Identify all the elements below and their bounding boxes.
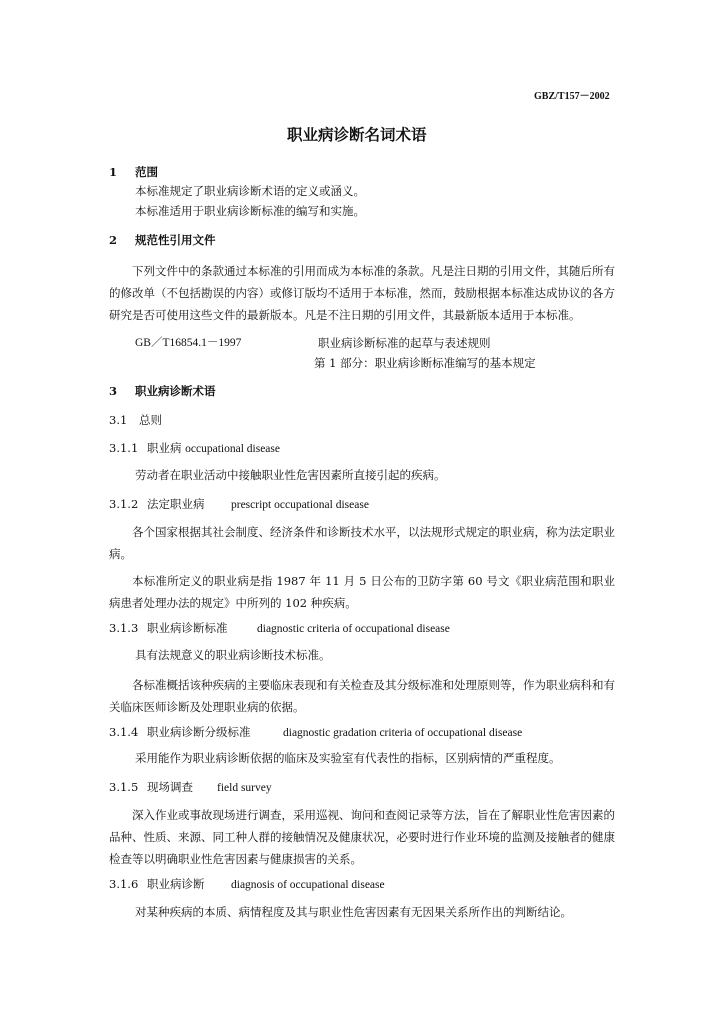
- reference-code: GB／T16854.1－1997: [135, 337, 242, 349]
- term-3-1-2-heading: [109, 499, 369, 512]
- page-title: 职业病诊断名词术语: [287, 125, 427, 144]
- term-english: diagnosis of occupational disease: [231, 879, 385, 891]
- term-chinese: 职业病诊断: [147, 877, 205, 891]
- term-3-1-1-definition: 劳动者在职业活动中接触职业性危害因素所直接引起的疾病。: [135, 468, 446, 482]
- section-number: 1: [109, 165, 118, 179]
- term-3-1-3-definition-2: 各标准概括该种疾病的主要临床表现和有关检查及其分级标准和处理原则等，作为职业病科和有关临床医师诊断及处理职业病的依据。: [109, 678, 615, 714]
- term-chinese: 职业病诊断标准: [147, 621, 228, 635]
- scope-line-2: 本标准适用于职业病诊断标准的编写和实施。: [135, 204, 365, 218]
- reference-title-line-1: 职业病诊断标准的起草与表述规则: [318, 336, 491, 350]
- term-3-1-4-definition: 采用能作为职业病诊断依据的临床及实验室有代表性的指标，区别病情的严重程度。: [135, 751, 561, 765]
- doc-number: GBZ/T157－2002: [534, 91, 610, 102]
- term-number: 3.1.3: [109, 621, 139, 635]
- section-title: 规范性引用文件: [135, 233, 216, 247]
- subsection-3-1: [109, 415, 162, 427]
- reference-title-line-2: 第 1 部分：职业病诊断标准编写的基本规定: [314, 356, 536, 370]
- term-number: 3.1.6: [109, 877, 139, 891]
- term-number: 3.1.2: [109, 497, 139, 511]
- section-3-heading: [109, 386, 216, 398]
- section-number: 2: [109, 233, 118, 247]
- section-title: 职业病诊断术语: [135, 384, 216, 398]
- term-3-1-5-heading: [109, 782, 272, 795]
- term-chinese: 职业病诊断分级标准: [147, 725, 251, 739]
- section-1-heading: [109, 167, 158, 179]
- term-english: field survey: [217, 782, 272, 794]
- term-number: 3.1.5: [109, 780, 139, 794]
- section-title: 范围: [135, 165, 158, 179]
- term-number: 3.1.1: [109, 441, 139, 455]
- term-english: prescript occupational disease: [231, 499, 369, 511]
- term-chinese: 职业病: [147, 441, 182, 455]
- term-3-1-2-definition-1: 各个国家根据其社会制度、经济条件和诊断技术水平，以法规形式规定的职业病，称为法定职业病。: [109, 525, 615, 561]
- term-3-1-6-definition: 对某种疾病的本质、病情程度及其与职业性危害因素有无因果关系所作出的判断结论。: [135, 905, 572, 919]
- subsection-title: 总则: [139, 413, 162, 427]
- term-number: 3.1.4: [109, 725, 139, 739]
- term-3-1-2-definition-2: 本标准所定义的职业病是指 1987 年 11 月 5 日公布的卫防字第 60 号文《职业病范围和职业病患者处理办法的规定》中所列的 102 种疾病。: [109, 574, 615, 610]
- term-3-1-6-heading: [109, 879, 385, 892]
- term-3-1-3-definition-1: 具有法规意义的职业病诊断技术标准。: [135, 648, 331, 662]
- term-english: diagnostic criteria of occupational disease: [257, 623, 450, 635]
- section-number: 3: [109, 384, 118, 398]
- section-2-heading: [109, 235, 216, 247]
- term-3-1-1-heading: [109, 443, 280, 456]
- term-3-1-4-heading: [109, 727, 522, 740]
- term-chinese: 法定职业病: [147, 497, 205, 511]
- subsection-number: 3.1: [109, 413, 128, 427]
- term-chinese: 现场调查: [147, 780, 193, 794]
- term-3-1-3-heading: [109, 623, 450, 636]
- term-3-1-5-definition: 深入作业或事故现场进行调查，采用巡视、询问和查阅记录等方法，旨在了解职业性危害因素的品种、性质、来源、同工种人群的接触情况及健康状况，必要时进行作业环境的监测及接触者的健康检查等以明确职业性危害因素与健康损害的关系。: [109, 808, 615, 866]
- term-english: occupational disease: [185, 443, 280, 455]
- scope-line-1: 本标准规定了职业病诊断术语的定义或涵义。: [135, 184, 365, 198]
- normative-references-paragraph: 下列文件中的条款通过本标准的引用而成为本标准的条款。凡是注日期的引用文件，其随后所有的修改单（不包括勘误的内容）或修订版均不适用于本标准，然而，鼓励根据本标准达成协议的各方研究是否可使用这些文件的最新版本。凡是不注日期的引用文件，其最新版本适用于本标准。: [109, 264, 615, 322]
- term-english: diagnostic gradation criteria of occupational disease: [283, 727, 523, 739]
